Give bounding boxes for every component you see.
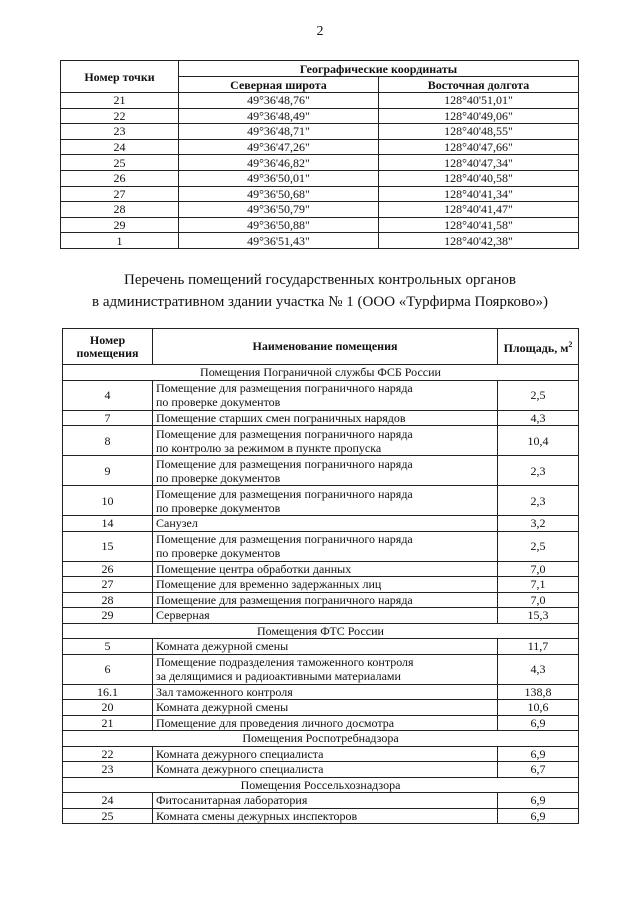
- col-room-name-header: Наименование помещения: [153, 329, 498, 365]
- cell-area: 6,9: [498, 808, 579, 824]
- cell-area: 2,3: [498, 486, 579, 516]
- table-row: [63, 380, 579, 410]
- cell-lon: 128°40'42,38": [379, 233, 579, 249]
- cell-lat: 49°36'48,76": [179, 93, 379, 109]
- cell-area: 6,9: [498, 715, 579, 731]
- table-row: [61, 233, 579, 249]
- cell-room-name: [153, 808, 498, 824]
- cell-room-number: 6: [63, 654, 153, 684]
- list-title-line1: Перечень помещений государственных контрольных органов: [124, 272, 516, 288]
- table-row: [63, 516, 579, 532]
- cell-area: 138,8: [498, 684, 579, 700]
- section-row: [63, 623, 579, 639]
- cell-lon: 128°40'41,34": [379, 186, 579, 202]
- cell-point: 1: [61, 233, 179, 249]
- cell-room-name: [153, 639, 498, 655]
- cell-area: 10,4: [498, 426, 579, 456]
- table-row: [61, 139, 579, 155]
- cell-room-name: [153, 577, 498, 593]
- room-name-line: Помещение центра обработки данных: [156, 561, 352, 576]
- section-row: [63, 365, 579, 381]
- section-row: [63, 777, 579, 793]
- section-title: Помещения Роспотребнадзора: [63, 731, 579, 747]
- header-text: Площадь, м: [503, 341, 569, 355]
- room-name-line: по проверке документов: [156, 546, 281, 560]
- room-name-line: Помещение подразделения таможенного контроля: [156, 655, 414, 669]
- table-row: [63, 746, 579, 762]
- cell-room-name: [153, 654, 498, 684]
- table-row: [61, 124, 579, 140]
- col-lon-header: Восточная долгота: [379, 77, 579, 93]
- table-row: [63, 592, 579, 608]
- cell-room-name: [153, 380, 498, 410]
- cell-lon: 128°40'40,58": [379, 170, 579, 186]
- col-room-number-header: [63, 329, 153, 365]
- rooms-table: [62, 328, 579, 824]
- table-row: [63, 577, 579, 593]
- table-row: [63, 715, 579, 731]
- cell-lon: 128°40'51,01": [379, 93, 579, 109]
- cell-room-name: [153, 456, 498, 486]
- cell-point: 26: [61, 170, 179, 186]
- cell-room-number: 29: [63, 608, 153, 624]
- cell-lat: 49°36'50,01": [179, 170, 379, 186]
- cell-area: 4,3: [498, 654, 579, 684]
- table-row: [61, 170, 579, 186]
- cell-room-number: 15: [63, 531, 153, 561]
- room-name-line: по проверке документов: [156, 500, 281, 515]
- cell-room-number: 28: [63, 592, 153, 608]
- cell-area: 15,3: [498, 608, 579, 624]
- cell-room-name: [153, 793, 498, 809]
- room-name-line: Комната дежурной смены: [156, 700, 289, 715]
- cell-room-number: 25: [63, 808, 153, 824]
- table-row: [63, 654, 579, 684]
- col-area-header: [498, 329, 579, 365]
- cell-area: 10,6: [498, 700, 579, 716]
- table-row: [61, 155, 579, 171]
- cell-room-name: [153, 486, 498, 516]
- cell-lon: 128°40'41,47": [379, 202, 579, 218]
- cell-room-name: [153, 746, 498, 762]
- room-name-line: Комната смены дежурных инспекторов: [156, 808, 358, 823]
- cell-room-number: 22: [63, 746, 153, 762]
- cell-area: 2,5: [498, 380, 579, 410]
- table-row: [63, 486, 579, 516]
- cell-room-number: 21: [63, 715, 153, 731]
- table-row: [63, 410, 579, 426]
- cell-point: 24: [61, 139, 179, 155]
- header-text: помещения: [76, 345, 139, 360]
- table-row: [61, 202, 579, 218]
- table-row: [63, 639, 579, 655]
- cell-area: 7,0: [498, 592, 579, 608]
- cell-area: 4,3: [498, 410, 579, 426]
- cell-area: 6,7: [498, 762, 579, 778]
- cell-room-name: [153, 561, 498, 577]
- cell-lat: 49°36'47,26": [179, 139, 379, 155]
- cell-room-number: 14: [63, 516, 153, 532]
- room-name-line: Помещение для проведения личного досмотра: [156, 715, 395, 730]
- section-title: Помещения ФТС России: [63, 623, 579, 639]
- section-title: Помещения Пограничной службы ФСБ России: [63, 365, 579, 381]
- cell-lat: 49°36'48,71": [179, 124, 379, 140]
- cell-room-name: [153, 592, 498, 608]
- cell-room-number: 20: [63, 700, 153, 716]
- table-row: [63, 426, 579, 456]
- col-geo-header: Географические координаты: [179, 61, 579, 77]
- cell-room-name: [153, 608, 498, 624]
- cell-room-number: 10: [63, 486, 153, 516]
- cell-point: 27: [61, 186, 179, 202]
- cell-lat: 49°36'50,88": [179, 217, 379, 233]
- room-name-line: Серверная: [156, 608, 210, 623]
- cell-area: 11,7: [498, 639, 579, 655]
- table-row: [63, 456, 579, 486]
- cell-room-number: 4: [63, 380, 153, 410]
- cell-room-name: [153, 715, 498, 731]
- coordinates-table: [60, 60, 579, 249]
- cell-lon: 128°40'47,66": [379, 139, 579, 155]
- table-row: [61, 93, 579, 109]
- cell-lat: 49°36'51,43": [179, 233, 379, 249]
- cell-lat: 49°36'46,82": [179, 155, 379, 171]
- room-name-line: по проверке документов: [156, 395, 281, 409]
- cell-room-number: 8: [63, 426, 153, 456]
- cell-area: 2,5: [498, 531, 579, 561]
- cell-point: 25: [61, 155, 179, 171]
- cell-area: 7,1: [498, 577, 579, 593]
- cell-room-number: 26: [63, 561, 153, 577]
- room-name-line: Помещение для размещения пограничного наряда: [156, 486, 413, 501]
- cell-room-number: 23: [63, 762, 153, 778]
- cell-point: 28: [61, 202, 179, 218]
- cell-lat: 49°36'50,79": [179, 202, 379, 218]
- cell-lon: 128°40'48,55": [379, 124, 579, 140]
- table-row: [61, 186, 579, 202]
- cell-room-name: [153, 700, 498, 716]
- cell-room-name: [153, 684, 498, 700]
- room-name-line: по контролю за режимом в пункте пропуска: [156, 440, 382, 455]
- section-title: Помещения Россельхознадзора: [63, 777, 579, 793]
- cell-room-name: [153, 410, 498, 426]
- room-name-line: Помещение для временно задержанных лиц: [156, 577, 382, 592]
- table-row: [63, 808, 579, 824]
- header-sup: 2: [568, 340, 573, 349]
- cell-lat: 49°36'50,68": [179, 186, 379, 202]
- cell-lon: 128°40'47,34": [379, 155, 579, 171]
- cell-area: 2,3: [498, 456, 579, 486]
- cell-lon: 128°40'49,06": [379, 108, 579, 124]
- list-title-line2: в административном здании участка № 1 (ООО «Турфирма Поярково»): [92, 294, 548, 310]
- cell-room-number: 7: [63, 410, 153, 426]
- cell-room-name: [153, 426, 498, 456]
- table-row: [63, 608, 579, 624]
- room-name-line: Помещение для размещения пограничного наряда: [156, 426, 413, 441]
- table-row: [63, 684, 579, 700]
- cell-room-name: [153, 762, 498, 778]
- room-name-line: Комната дежурной смены: [156, 639, 289, 654]
- cell-area: 7,0: [498, 561, 579, 577]
- table-row: [63, 531, 579, 561]
- cell-area: 6,9: [498, 746, 579, 762]
- table-row: [61, 108, 579, 124]
- room-name-line: Комната дежурного специалиста: [156, 746, 324, 761]
- cell-room-number: 5: [63, 639, 153, 655]
- cell-lon: 128°40'41,58": [379, 217, 579, 233]
- room-name-line: Комната дежурного специалиста: [156, 762, 324, 777]
- header-text: Номер: [89, 332, 126, 347]
- cell-room-name: [153, 531, 498, 561]
- table-row: [63, 793, 579, 809]
- cell-point: 21: [61, 93, 179, 109]
- cell-area: 6,9: [498, 793, 579, 809]
- page-number: 2: [316, 24, 324, 39]
- section-row: [63, 731, 579, 747]
- table-row: [63, 762, 579, 778]
- table-row: [63, 561, 579, 577]
- cell-lat: 49°36'48,49": [179, 108, 379, 124]
- cell-room-name: [153, 516, 498, 532]
- room-name-line: за делящимися и радиоактивными материалами: [156, 669, 401, 683]
- cell-point: 22: [61, 108, 179, 124]
- room-name-line: Помещение для размещения пограничного наряда: [156, 456, 413, 471]
- cell-area: 3,2: [498, 516, 579, 532]
- cell-point: 29: [61, 217, 179, 233]
- room-name-line: Санузел: [156, 516, 198, 531]
- room-name-line: по проверке документов: [156, 470, 281, 485]
- col-lat-header: Северная широта: [179, 77, 379, 93]
- cell-room-number: 16.1: [63, 684, 153, 700]
- table-row: [61, 217, 579, 233]
- col-point-header: Номер точки: [61, 61, 179, 93]
- cell-room-number: 27: [63, 577, 153, 593]
- cell-point: 23: [61, 124, 179, 140]
- room-name-line: Помещение для размещения пограничного наряда: [156, 532, 413, 546]
- table-row: [63, 700, 579, 716]
- cell-room-number: 24: [63, 793, 153, 809]
- room-name-line: Зал таможенного контроля: [156, 684, 293, 699]
- room-name-line: Фитосанитарная лаборатория: [156, 793, 308, 808]
- room-name-line: Помещение старших смен пограничных нарядов: [156, 410, 406, 425]
- room-name-line: Помещение для размещения пограничного наряда: [156, 381, 413, 395]
- room-name-line: Помещение для размещения пограничного наряда: [156, 592, 413, 607]
- cell-room-number: 9: [63, 456, 153, 486]
